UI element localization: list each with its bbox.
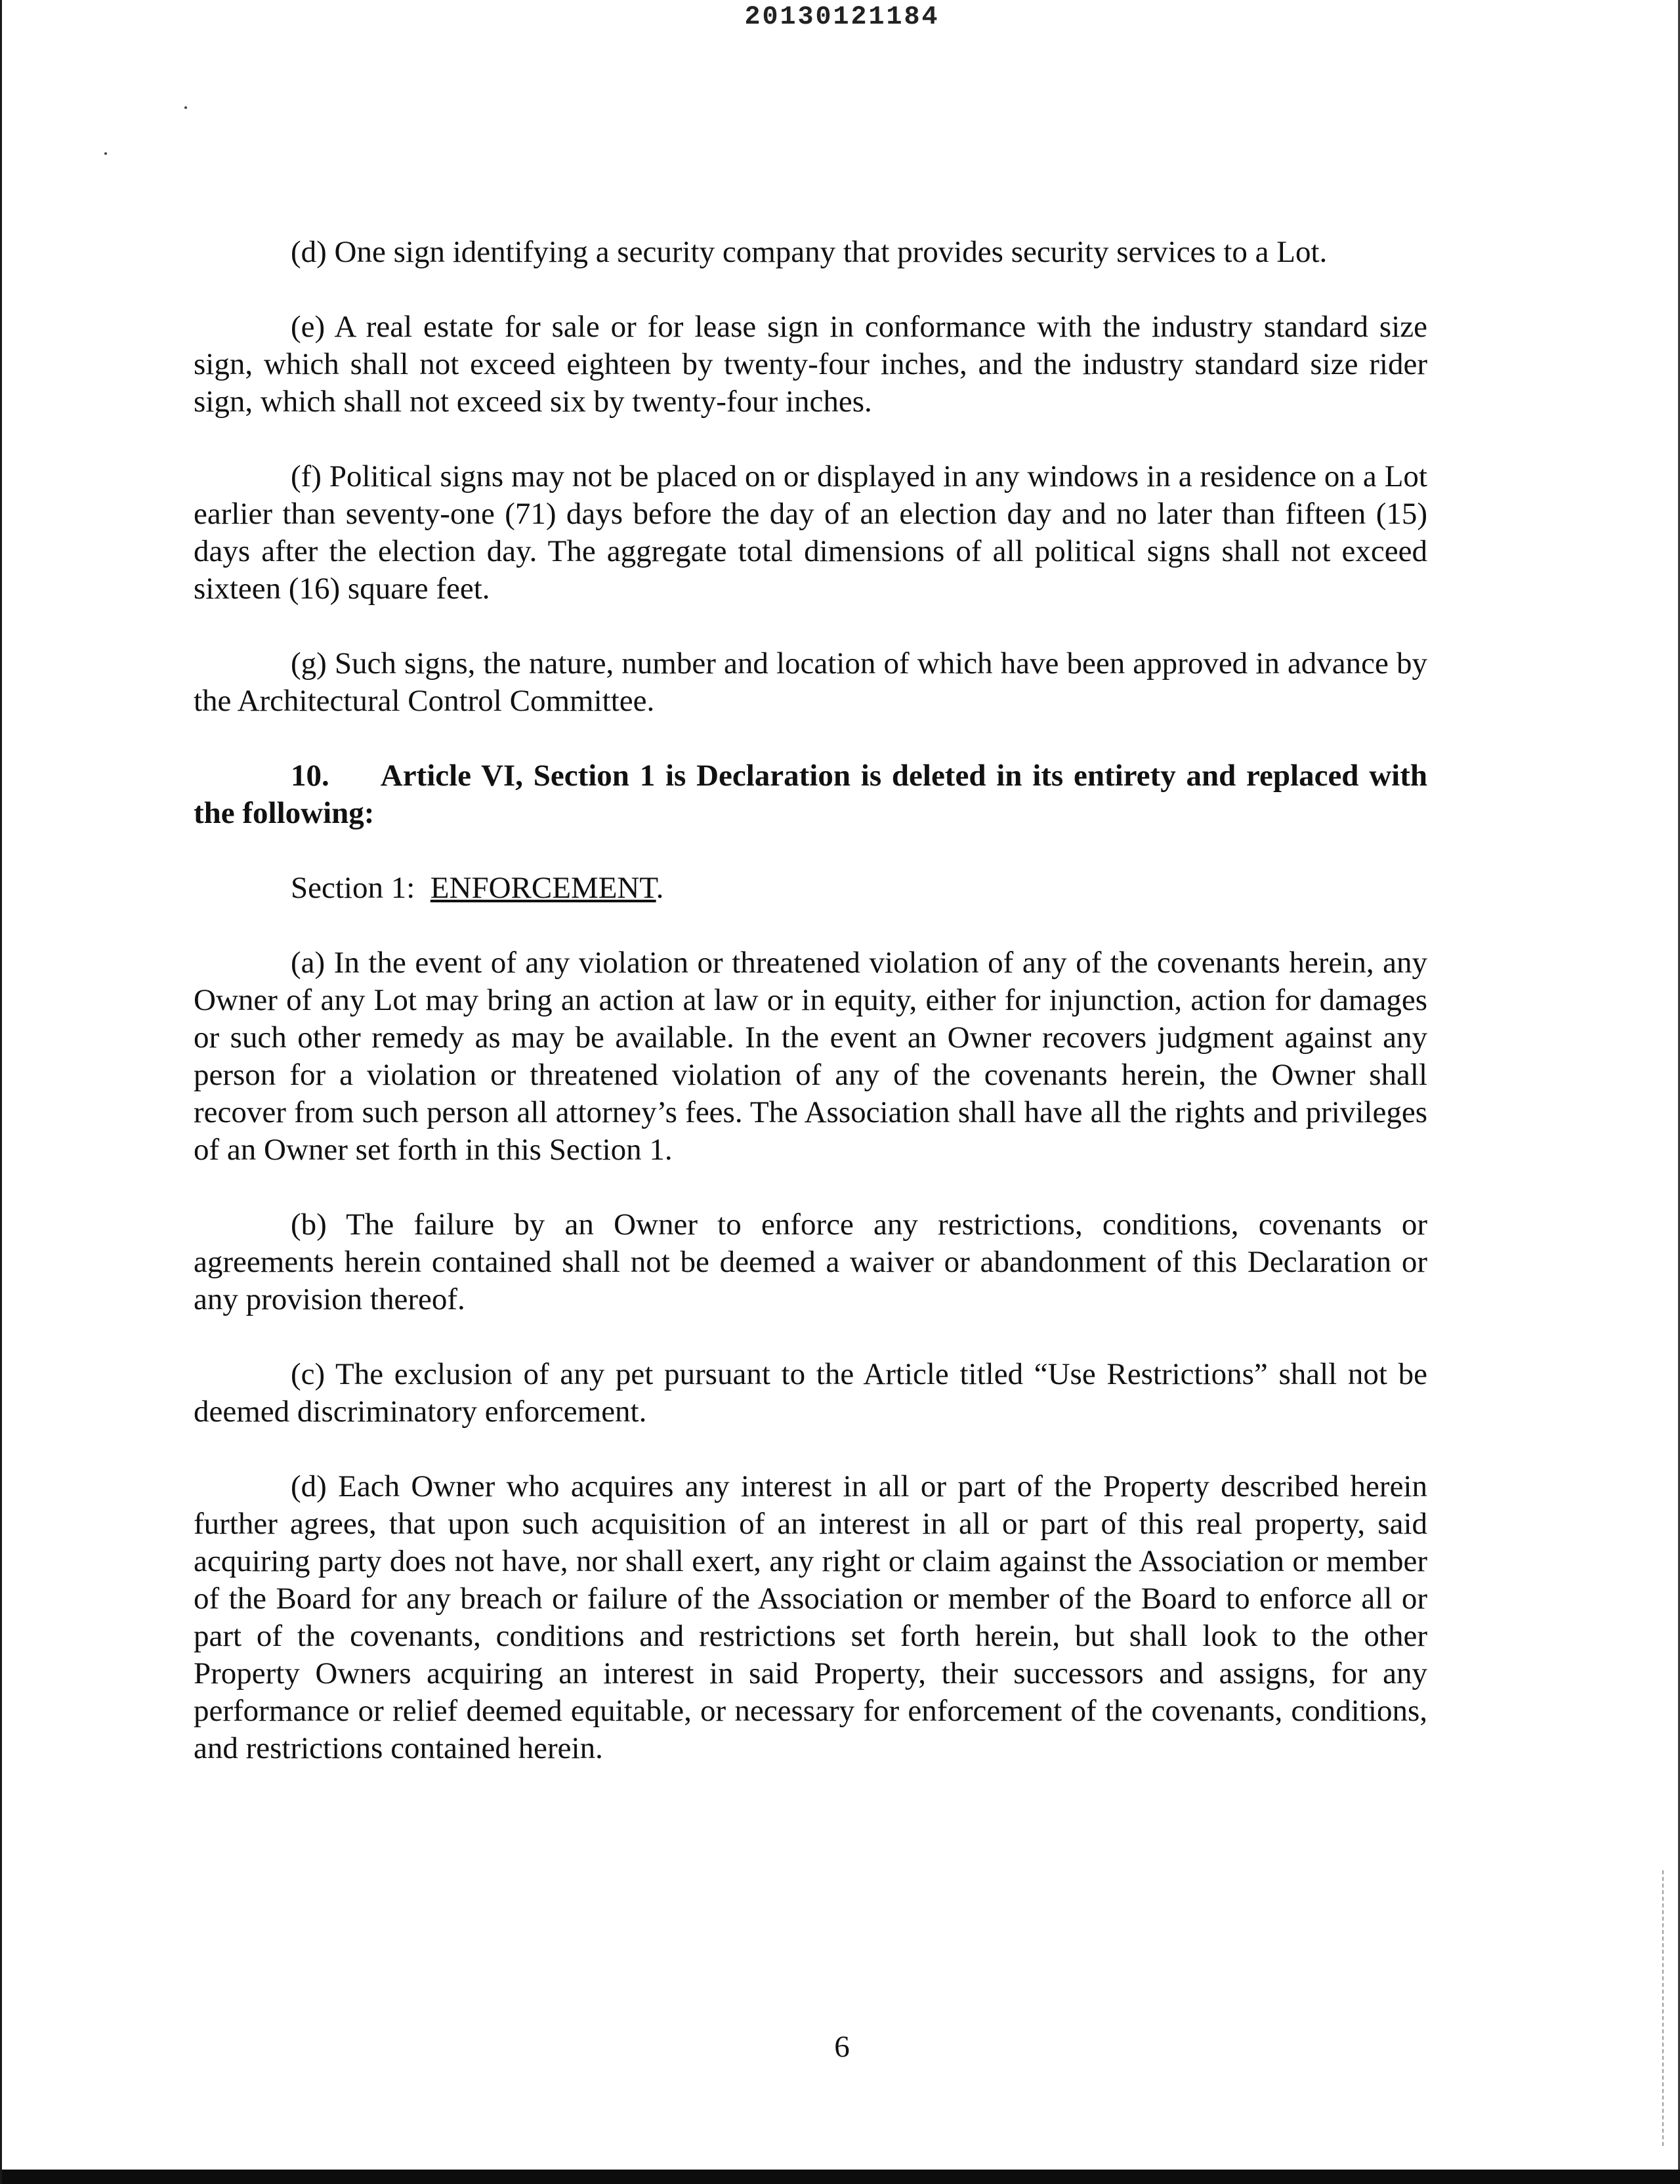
section-1-title bbox=[194, 870, 1427, 907]
item-10-text: Article VI, Section 1 is Declaration is deleted in its entirety and replaced with the following: bbox=[194, 759, 1427, 830]
enforcement-paragraph-a: (a) In the event of any violation or threatened violation of any of the covenants herein, any Owner of any Lot may bring an action at law or in equity, either for injunction, action for damages or such other remedy as may be available. In the event an Owner recovers judgment against any person for a violation or threatened violation of any of the covenants herein, the Owner shall recover from such person all attorney’s fees. The Association shall have all the rights and privileges of an Owner set forth in this Section 1. bbox=[194, 946, 1427, 1167]
paragraph-f: (f) Political signs may not be placed on or displayed in any windows in a residence on a Lot earlier than seventy-one (71) days before the day of an election day and no later than fifteen (15) days after the election day. The aggregate total dimensions of all political signs shall not exceed sixteen (16) square feet. bbox=[194, 459, 1427, 606]
item-10-heading bbox=[194, 757, 1427, 832]
scan-speck bbox=[184, 106, 187, 109]
section-1-suffix: . bbox=[656, 871, 664, 905]
document-number: 20130121184 bbox=[744, 3, 940, 32]
section-1-name: ENFORCEMENT bbox=[430, 871, 656, 905]
scan-bottom-border bbox=[2, 2170, 1680, 2184]
scan-speck bbox=[104, 152, 107, 155]
page-number: 6 bbox=[834, 2030, 850, 2064]
scan-edge-marks bbox=[1662, 1870, 1665, 2146]
paragraph-g: (g) Such signs, the nature, number and location of which have been approved in advance by the Architectural Control Committee. bbox=[194, 646, 1427, 718]
document-body bbox=[194, 234, 1427, 1805]
enforcement-paragraph-d: (d) Each Owner who acquires any interest in all or part of the Property described herein further agrees, that upon such acquisition of an interest in all or part of this real property, said acquiring party does not have, nor shall exert, any right or claim against the Association or member of the Board for any breach or failure of the Association or member of the Board to enforce all or part of the covenants, conditions and restrictions set forth herein, but shall look to the other Property Owners acquiring an interest in said Property, their successors and assigns, for any performance or relief deemed equitable, or necessary for enforcement of the covenants, conditions, and restrictions contained herein. bbox=[194, 1469, 1427, 1765]
enforcement-paragraph-c: (c) The exclusion of any pet pursuant to the Article titled “Use Restrictions” shall not be deemed discriminatory enforcement. bbox=[194, 1357, 1427, 1429]
enforcement-paragraph-b: (b) The failure by an Owner to enforce any restrictions, conditions, covenants or agreements herein contained shall not be deemed a waiver or abandonment of this Declaration or any provision thereof. bbox=[194, 1208, 1427, 1316]
paragraph-d: (d) One sign identifying a security company that provides security services to a Lot. bbox=[291, 235, 1328, 269]
item-10-number: 10. bbox=[291, 759, 329, 793]
section-1-prefix: Section 1: bbox=[291, 871, 415, 905]
paragraph-e: (e) A real estate for sale or for lease sign in conformance with the industry standard size sign, which shall not exceed eighteen by twenty-four inches, and the industry standard size rider sign, which shall not exceed six by twenty-four inches. bbox=[194, 310, 1427, 419]
